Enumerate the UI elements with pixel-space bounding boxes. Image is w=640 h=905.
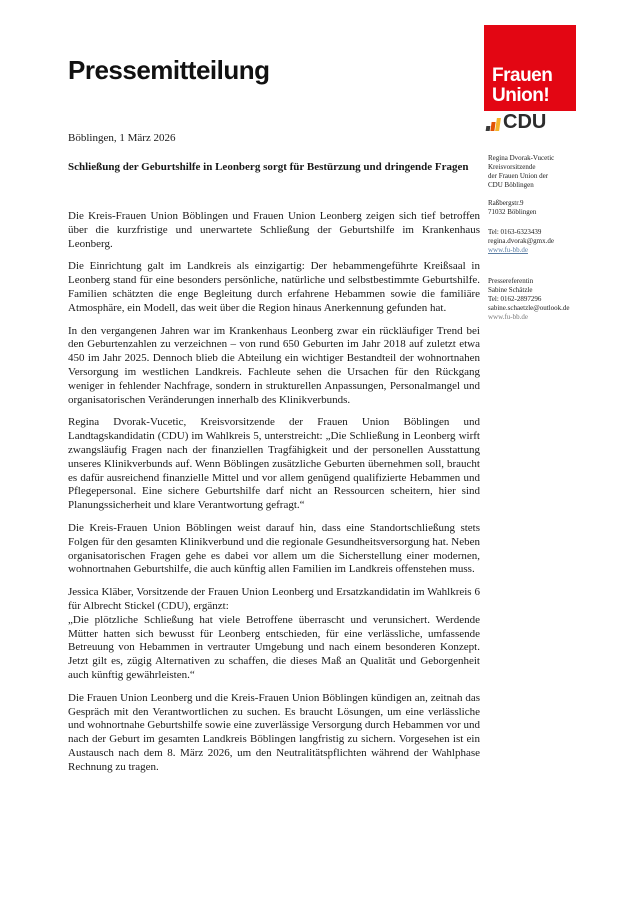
frauen-union-red-square [484, 25, 576, 111]
contact-phone: Tel: 0163-6323439 [488, 228, 542, 236]
logo-line-frauen: Frauen [492, 65, 553, 86]
press-officer-email: sabine.schaetzle@outlook.de [488, 304, 570, 312]
paragraph-jessica-intro: Jessica Kläber, Vorsitzende der Frauen Union Leonberg und Ersatzkandidatin im Wahlkreis 6 für Albrecht Stickel (CDU), ergänzt: [68, 586, 480, 612]
contact-block-regina [488, 154, 590, 255]
cdu-wordmark [486, 113, 546, 131]
paragraph-quote-jessica: „Die plötzliche Schließung hat viele Betroffene überrascht und verunsichert. Werdende Mütter hatten sich bewusst für Leonberg entschieden, für eine verlässliche, umfassende Betreuung von Hebammen in vertrauter Umgebung und nach einem besonderen Konzept. Jetzt gilt es, zügig Alternativen zu schaffen, die dieses Maß an Qualität und Geborgenheit auch künftig gewährleisten.“ [68, 613, 480, 681]
contact-name: Regina Dvorak-Vucetic [488, 154, 555, 162]
frauen-union-cdu-logo [484, 25, 584, 133]
paragraph: Die Kreis-Frauen Union Böblingen weist darauf hin, dass eine Standortschließung stets Folgen für den gesamten Klinikverbund und die regionale Gesundheitsversorgung hat. Neben organisatorischen Fragen gehe es dabei vor allem um die Sicherstellung einer modernen, wohnortnahen Geburtshilfe, die auch künftig allen Familien im Landkreis offenstehen muss. [68, 521, 480, 576]
contact-role: der Frauen Union der [488, 172, 549, 180]
body-text [68, 210, 480, 783]
website-link[interactable]: www.fu-bb.de [488, 246, 528, 254]
website-link[interactable]: www.fu-bb.de [488, 313, 528, 321]
contact-block-press-officer [488, 277, 590, 322]
contact-sidebar [488, 154, 590, 331]
paragraph: Die Einrichtung galt im Landkreis als einzigartig: Der hebammengeführte Kreißsaal in Leonberg stand für eine besonders persönliche, natürliche und selbstbestimmte Geburtshilfe. Familien schätzten die enge Begleitung durch erfahrene Hebammen sowie die familiäre Atmosphäre, ein Modell, das weit über die Region hinaus Anerkennung gefunden hat. [68, 260, 480, 314]
headline: Schließung der Geburtshilfe in Leonberg sorgt für Bestürzung und dringende Fragen [68, 161, 469, 173]
contact-role: CDU Böblingen [488, 181, 534, 189]
frauen-union-wordmark [492, 66, 552, 106]
contact-city: 71032 Böblingen [488, 208, 537, 216]
contact-email: regina.dvorak@gmx.de [488, 237, 554, 245]
dateline: Böblingen, 1 März 2026 [68, 132, 176, 144]
contact-role: Kreisvorsitzende [488, 163, 536, 171]
contact-street: Raßbergstr.9 [488, 199, 524, 207]
paragraph: In den vergangenen Jahren war im Krankenhaus Leonberg zwar ein rückläufiger Trend bei den Geburtenzahlen zu verzeichnen – von rund 650 Geburten im Jahr 2018 auf zuletzt etwa 450 im Jahr 2025. Dennoch blieb die Abteilung ein wichtiger Bestandteil der wohnortnahen Versorgung im westlichen Landkreis. Fachleute sehen die Ursachen für den Rückgang weniger in fehlender Nachfrage, sondern in strukturellen Anpassungen, Personalmangel und organisatorischen Veränderungen innerhalb des Klinikverbunds. [68, 324, 480, 406]
paragraph: Die Kreis-Frauen Union Böblingen und Frauen Union Leonberg zeigen sich tief betroffen über die kurzfristige und unerwartete Schließung der Geburtshilfe im Krankenhaus Leonberg. [68, 210, 480, 250]
cdu-rising-bars-icon [486, 118, 500, 131]
paragraph: Die Frauen Union Leonberg und die Kreis-Frauen Union Böblingen kündigen an, zeitnah das Gespräch mit den Verantwortlichen zu suchen. Es braucht Lösungen, um eine verlässliche und wohnortnahe Geburtshilfe sowie eine zuverlässige Versorgung durch Hebammen vor und nach der Geburt im gesamten Landkreis Böblingen langfristig zu sichern. Vorgesehen ist ein Austausch nach dem 8. März 2026, um den Neutralitätspflichten während der Wahlphase Rechnung zu tragen. [68, 691, 480, 773]
press-officer-title: Pressereferentin [488, 277, 534, 285]
press-officer-name: Sabine Schätzle [488, 286, 533, 294]
press-officer-phone: Tel: 0162-2897296 [488, 295, 542, 303]
paragraph-quote-regina: Regina Dvorak-Vucetic, Kreisvorsitzende der Frauen Union Böblingen und Landtagskandidatin (CDU) im Wahlkreis 5, unterstreicht: „Die Schließung in Leonberg wirft zwangsläufig Fragen nach der finanziellen Tragfähigkeit und der personellen Ausstattung unseres Klinikverbunds auf. Wenn Böblingen zusätzliche Geburten übernehmen soll, braucht es dafür ausreichend finanzielle Mittel und vor allem genügend qualifizierte Hebammen und Pflegepersonal. Eine sichere Geburtshilfe darf nicht an Ressourcen scheitern, hier sind Planungssicherheit und klare Verantwortung gefragt.“ [68, 416, 480, 512]
logo-line-union: Union! [492, 85, 550, 106]
cdu-text: CDU [503, 111, 547, 133]
page-title: Pressemitteilung [68, 55, 270, 85]
